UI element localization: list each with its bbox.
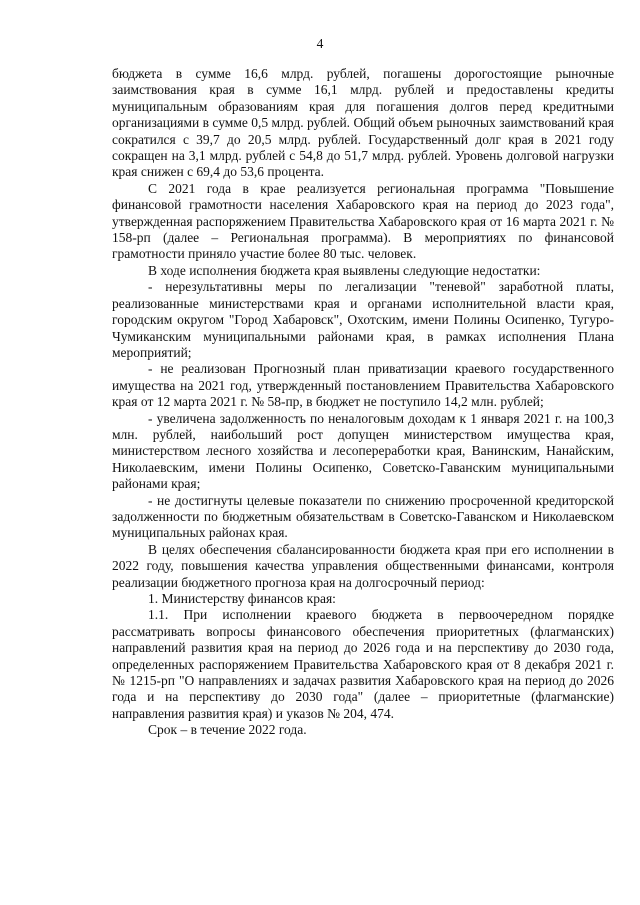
- page-number: 4: [316, 36, 324, 51]
- paragraph-shortcomings-intro: В ходе исполнения бюджета края выявлены следующие недостатки:: [148, 262, 541, 278]
- paragraph-item-1-1: 1.1. При исполнении краевого бюджета в первоочередном порядке рассматривать вопросы финансового обеспечения приоритетных (флагманских) направлений развития края на период до 2026 года и на перспективу до 2030 года, определенных распоряжением Правительства Хабаровского края от 8 декабря 2021 г. № 1215-рп "О направлениях и задачах развития Хабаровского края на период до 2026 года и на перспективу до 2030 года" (далее – приоритетные (флагманские) направления развития края) и указов № 204, 474.: [112, 607, 614, 721]
- document-body: [112, 66, 614, 739]
- paragraph-shortcoming-arrears: - не достигнуты целевые показатели по снижению просроченной кредиторской задолженности по бюджетным обязательствам в Советско-Гаванском и Николаевском муниципальных районах края.: [112, 492, 614, 541]
- paragraph-shortcoming-wages: - нерезультативны меры по легализации "теневой" заработной платы, реализованные министерствами края и органами исполнительной власти края, городским округом "Город Хабаровск", Охотским, имени Полины Осипенко, Тугуро-Чумиканским муниципальными районами края, в рамках исполнения Плана мероприятий;: [112, 279, 614, 360]
- paragraph-shortcoming-privatization: - не реализован Прогнозный план приватизации краевого государственного имущества на 2021 год, утвержденный постановлением Правительства Хабаровского края от 12 марта 2021 г. № 58-пр, в бюджет не поступило 14,2 млн. рублей;: [112, 361, 614, 410]
- paragraph-goals: В целях обеспечения сбалансированности бюджета края при его исполнении в 2022 году, повышения качества управления общественными финансами, контроля реализации бюджетного прогноза края на долгосрочный период:: [112, 541, 614, 590]
- paragraph-shortcoming-nontax-debt: - увеличена задолженность по неналоговым доходам к 1 января 2021 г. на 100,3 млн. рублей, наибольший рост допущен министерством имущества края, министерством лесного хозяйства и лесопереработки края, Ванинским, Нанайским, Николаевским, имени Полины Осипенко, Советско-Гаванским муниципальными районами края;: [112, 410, 614, 492]
- paragraph-debt-summary: бюджета в сумме 16,6 млрд. рублей, погашены дорогостоящие рыночные заимствования края в сумме 16,1 млрд. рублей и предоставлены кредиты муниципальным образованиям края для погашения долгов перед кредитными организациями в сумме 0,5 млрд. рублей. Общий объем рыночных заимствований края сократился с 39,7 до 20,5 млрд. рублей. Государственный долг края в 2021 году сокращен на 3,1 млрд. рублей с 54,8 до 51,7 млрд. рублей. Уровень долговой нагрузки края снижен с 69,4 до 53,6 процента.: [112, 66, 614, 180]
- paragraph-financial-literacy: С 2021 года в крае реализуется региональная программа "Повышение финансовой грамотности населения Хабаровского края на период до 2023 года", утвержденная распоряжением Правительства Хабаровского края от 16 марта 2021 г. № 158-рп (далее – Региональная программа). В мероприятиях по финансовой грамотности приняло участие более 80 тыс. человек.: [112, 180, 614, 262]
- paragraph-ministry-heading: 1. Министерству финансов края:: [148, 591, 336, 606]
- paragraph-deadline: Срок – в течение 2022 года.: [148, 722, 307, 738]
